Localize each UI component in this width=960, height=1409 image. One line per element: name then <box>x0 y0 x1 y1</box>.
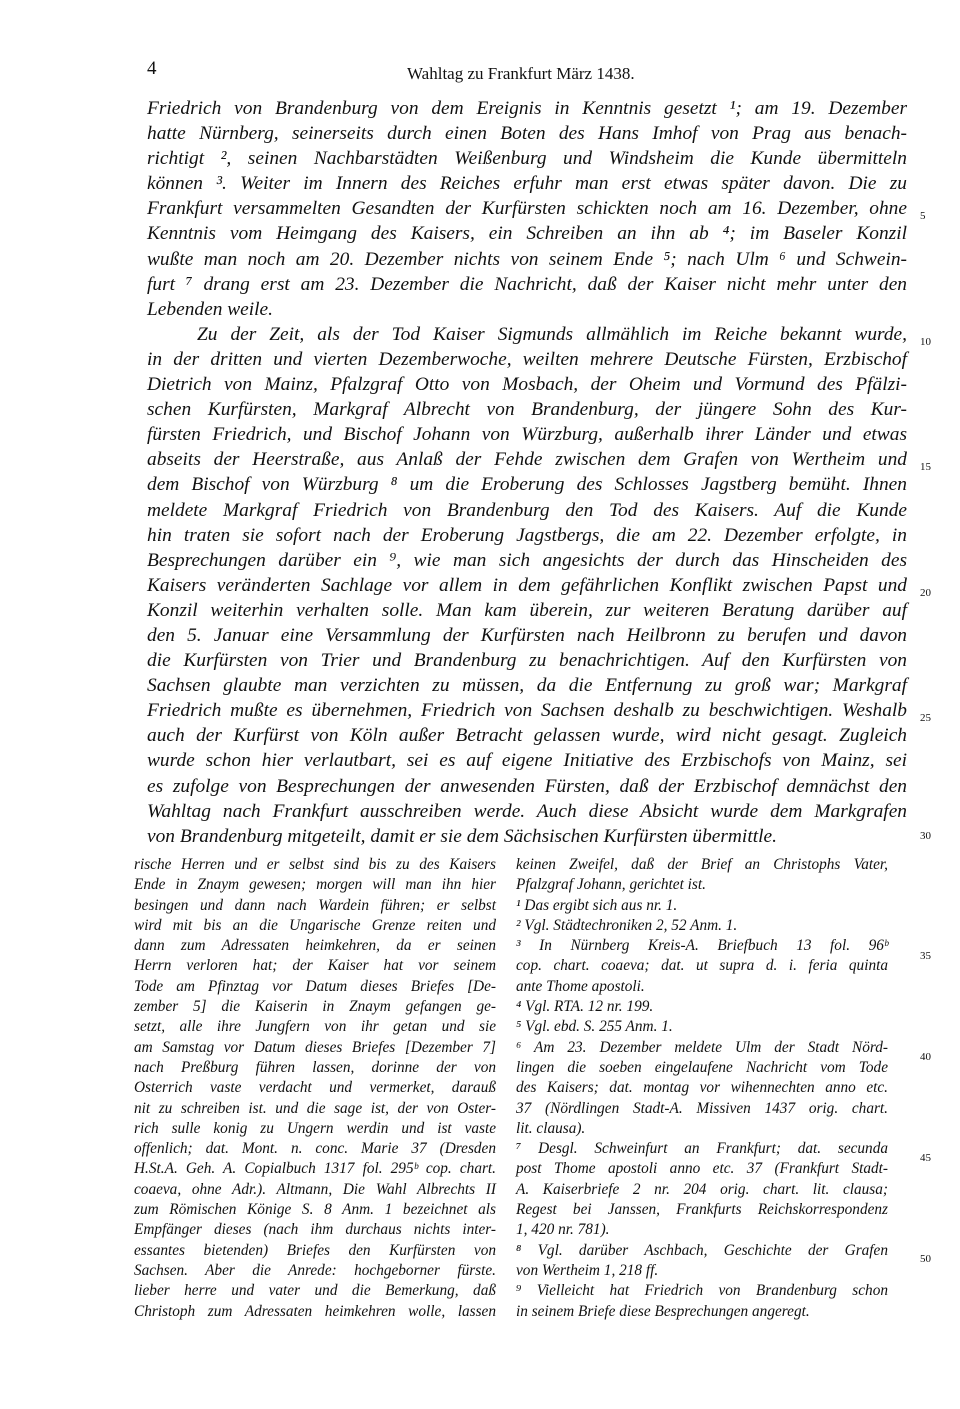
footnote-line: essantes bietenden) Briefes den Kurfürsten von <box>134 1241 496 1259</box>
text-line: hin traten sie sofort nach der Eroberung Jagstbergs, die am 22. Dezember erfolgte, in <box>147 524 907 546</box>
footnotes-right-column <box>516 855 888 1322</box>
footnote-2: ² Vgl. Städtechroniken 2, 52 Anm. 1. <box>516 916 738 934</box>
text-line: Kenntnis vom Heimgang des Kaisers, ein Schreiben an ihn ab ⁴; im Baseler Konzil <box>147 223 907 245</box>
text-line: abseits der Heerstraße, aus Anlaß der Fehde zwischen dem Grafen von Wertheim und <box>147 449 907 471</box>
footnote-line: lingen die soeben eingelaufene Nachricht vom Tode <box>516 1058 888 1076</box>
text-line: auch der Kurfürst von Köln außer Betracht gelassen wurde, wird nicht gesagt. Zugleich <box>147 725 907 747</box>
text-line: Besprechungen darüber ein ⁹, wie man sich angesichts der durch das Hinscheiden des <box>147 549 907 571</box>
page-number: 4 <box>147 58 157 79</box>
text-line: schen Kurfürsten, Markgraf Albrecht von Brandenburg, der jüngere Sohn des Kur- <box>147 399 907 421</box>
footnote-line: H.St.A. Geh. A. Copialbuch 1317 fol. 295ᵇ cop. chart. <box>134 1160 496 1178</box>
footnote-line: rische Herren und er selbst sind bis zu des Kaisers <box>134 856 496 873</box>
footnote-line: wird mit bis an die Ungarische Grenze reiten und <box>134 916 496 934</box>
text-line: Lebenden weile. <box>147 298 274 320</box>
text-line: Sachsen glaubte man verzichten zu müssen, da die Entfernung zu groß war; Markgraf <box>147 675 907 697</box>
line-number: 45 <box>920 1152 931 1164</box>
text-line: die Kurfürsten von Trier und Brandenburg zu benachrichtigen. Auf den Kurfürsten von <box>147 650 907 672</box>
text-line: hatte Nürnberg, seinerseits durch einen Boten des Hans Imhof von Prag aus benach- <box>147 123 907 145</box>
text-line: wurde schon hier verlautbart, sei es auf eigene Initiative des Erzbischofs von Mainz, sei <box>147 750 907 772</box>
text-line: meldete Markgraf Friedrich von Brandenburg den Tod des Kaisers. Auf die Kunde <box>147 499 907 521</box>
footnote-line: A. Kaiserbriefe 2 nr. 204 orig. chart. lit. clausa; <box>516 1180 888 1198</box>
footnote-line: Regest bei Janssen, Frankfurts Reichskorrespondenz <box>516 1201 888 1219</box>
line-number: 20 <box>920 587 931 599</box>
footnote-6: ⁶ Am 23. Dezember meldete Ulm der Stadt Nörd- <box>516 1038 888 1056</box>
main-text <box>147 96 907 849</box>
text-line: richtigt ², seinen Nachbarstädten Weißenburg und Windsheim die Kunde übermitteln <box>147 148 907 170</box>
footnote-line: zum Römischen Könige S. 8 Anm. 1 bezeichnet als <box>134 1201 496 1219</box>
footnote-line: ante Thome apostoli. <box>516 977 645 995</box>
footnote-1: ¹ Das ergibt sich aus nr. 1. <box>516 896 678 914</box>
footnote-line: offenlich; dat. Mont. n. conc. Marie 37 (Dresden <box>134 1140 496 1158</box>
line-number: 35 <box>920 950 931 962</box>
line-number: 40 <box>920 1051 931 1063</box>
footnote-line: setzt, alle ihre Jungfern von ihr getan und sie <box>134 1018 496 1036</box>
footnote-line: Empfänger dieses (nach ihm durchaus nichts inter- <box>134 1221 496 1239</box>
footnote-line: 37 (Nördlingen Stadt-A. Missiven 1437 orig. chart. <box>516 1099 888 1117</box>
text-line: dem Bischof von Würzburg ⁸ um die Eroberung des Schlosses Jagstberg bemüht. Ihnen <box>147 474 907 496</box>
footnote-line: Osterrich vaste verdacht und vermerket, darauß <box>134 1079 496 1097</box>
page-header <box>147 58 907 88</box>
line-number: 10 <box>920 336 931 348</box>
footnote-line: am Samstag vor Datum dieses Briefes [Dezember 7] <box>134 1038 496 1056</box>
footnote-line: Pfalzgraf Johann, gerichtet ist. <box>516 876 706 894</box>
footnote-line: rich sulle konig zu Ungern werdin und ist vaste <box>134 1119 496 1137</box>
footnote-line: keinen Zweifel, daß der Brief an Christophs Vater, <box>516 856 888 873</box>
text-line: es zufolge von Besprechungen der anwesenden Fürsten, daß der Erzbischof demnächst den <box>147 775 907 797</box>
text-line: wußte man noch am 20. Dezember nichts von seinem Ende ⁵; nach Ulm ⁶ und Schwein- <box>147 248 907 270</box>
footnote-5: ⁵ Vgl. ebd. S. 255 Anm. 1. <box>516 1018 673 1036</box>
footnote-line: Ende in Znaym gewesen; morgen will man ihn hier <box>134 876 496 894</box>
footnote-line: in seinem Briefe diese Besprechungen angeregt. <box>516 1302 810 1320</box>
text-line: Zu der Zeit, als der Tod Kaiser Sigmunds allmählich im Reiche bekannt wurde, <box>197 323 907 345</box>
footnote-line: cop. chart. coaeva; dat. ut supra d. i. feria quinta <box>516 957 888 975</box>
line-number: 50 <box>920 1253 931 1265</box>
footnote-line: nach Preßburg führen lassen, dorinne der von <box>134 1058 496 1076</box>
text-line: in der dritten und vierten Dezemberwoche, weilten mehrere Deutsche Fürsten, Erzbischof <box>147 348 907 370</box>
line-number: 15 <box>920 461 931 473</box>
footnote-line: coaeva, ohne Adr.). Altmann, Die Wahl Albrechts II <box>134 1180 496 1198</box>
footnotes-left-column <box>134 855 496 1322</box>
footnote-line: von Wertheim 1, 218 ff. <box>516 1261 659 1279</box>
footnote-line: post Thome apostoli anno etc. 37 (Frankfurt Stadt- <box>516 1160 888 1178</box>
footnote-line: besingen und dann nach Wardein führen; er selbst <box>134 896 496 914</box>
footnote-line: des Kaisers; dat. montag vor wihennechten anno etc. <box>516 1079 888 1097</box>
text-line: Wahltag nach Frankfurt ausschreiben werde. Auch diese Absicht wurde dem Markgrafen <box>147 800 907 822</box>
line-number: 30 <box>920 830 931 842</box>
footnote-line: nit zu schreiben ist. und die sage ist, der von Oster- <box>134 1099 496 1117</box>
text-line: Konzil weiterhin verhalten solle. Man kam überein, zur weiteren Beratung darüber auf <box>147 599 907 621</box>
footnote-line: Herrn verloren hat; der Kaiser hat vor seinem <box>134 957 496 975</box>
text-line: Frankfurt versammelten Gesandten der Kurfürsten schickten noch am 16. Dezember, ohne <box>147 198 907 220</box>
footnote-line: 1, 420 nr. 781). <box>516 1221 610 1239</box>
footnote-3: ³ In Nürnberg Kreis-A. Briefbuch 13 fol. 96ᵇ <box>516 937 888 955</box>
footnote-line: lit. clausa). <box>516 1119 586 1137</box>
footnote-8: ⁸ Vgl. darüber Aschbach, Geschichte der Grafen <box>516 1241 888 1259</box>
footnote-9: ⁹ Vielleicht hat Friedrich von Brandenburg schon <box>516 1282 888 1300</box>
footnote-line: lieber herre und vater und die Bemerkung, daß <box>134 1282 496 1300</box>
footnote-line: dann zum Adressaten heimkehren, da er seinen <box>134 937 496 955</box>
text-line: fürsten Friedrich, und Bischof Johann von Würzburg, außerhalb ihrer Länder und etwas <box>147 424 907 446</box>
footnote-line: Sachsen. Aber die Anrede: hochgeborner fürste. <box>134 1261 496 1279</box>
footnote-4: ⁴ Vgl. RTA. 12 nr. 199. <box>516 998 654 1016</box>
text-line: den 5. Januar eine Versammlung der Kurfürsten nach Heilbronn zu berufen und davon <box>147 624 907 646</box>
text-line: furt ⁷ drang erst am 23. Dezember die Nachricht, daß der Kaiser nicht mehr unter den <box>147 273 907 295</box>
text-line: können ³. Weiter im Innern des Reiches erfuhr man erst etwas später davon. Die zu <box>147 173 907 195</box>
running-title: Wahltag zu Frankfurt März 1438. <box>407 64 635 83</box>
text-line: Kaisers veränderten Sachlage vor allem in dem gefährlichen Konflikt zwischen Papst und <box>147 574 907 596</box>
footnote-7: ⁷ Desgl. Schweinfurt an Frankfurt; dat. secunda <box>516 1140 888 1158</box>
text-line: von Brandenburg mitgeteilt, damit er sie dem Sächsischen Kurfürsten übermittle. <box>147 825 777 847</box>
text-line: Friedrich mußte es übernehmen, Friedrich von Sachsen deshalb zu beschwichtigen. Weshalb <box>147 700 907 722</box>
footnote-line: Tode am Pfinztag vor Datum dieses Briefes [De- <box>134 977 496 995</box>
footnote-line: zember 5] die Kaiserin in Znaym gefangen ge- <box>134 998 496 1016</box>
line-number: 25 <box>920 712 931 724</box>
text-line: Dietrich von Mainz, Pfalzgraf Otto von Mosbach, der Oheim und Vormund des Pfälzi- <box>147 374 907 396</box>
text-line: Friedrich von Brandenburg von dem Ereignis in Kenntnis gesetzt ¹; am 19. Dezember <box>147 98 907 119</box>
line-number: 5 <box>920 210 926 222</box>
footnote-line: Christoph zum Adressaten heimkehren wolle, lassen <box>134 1302 496 1320</box>
